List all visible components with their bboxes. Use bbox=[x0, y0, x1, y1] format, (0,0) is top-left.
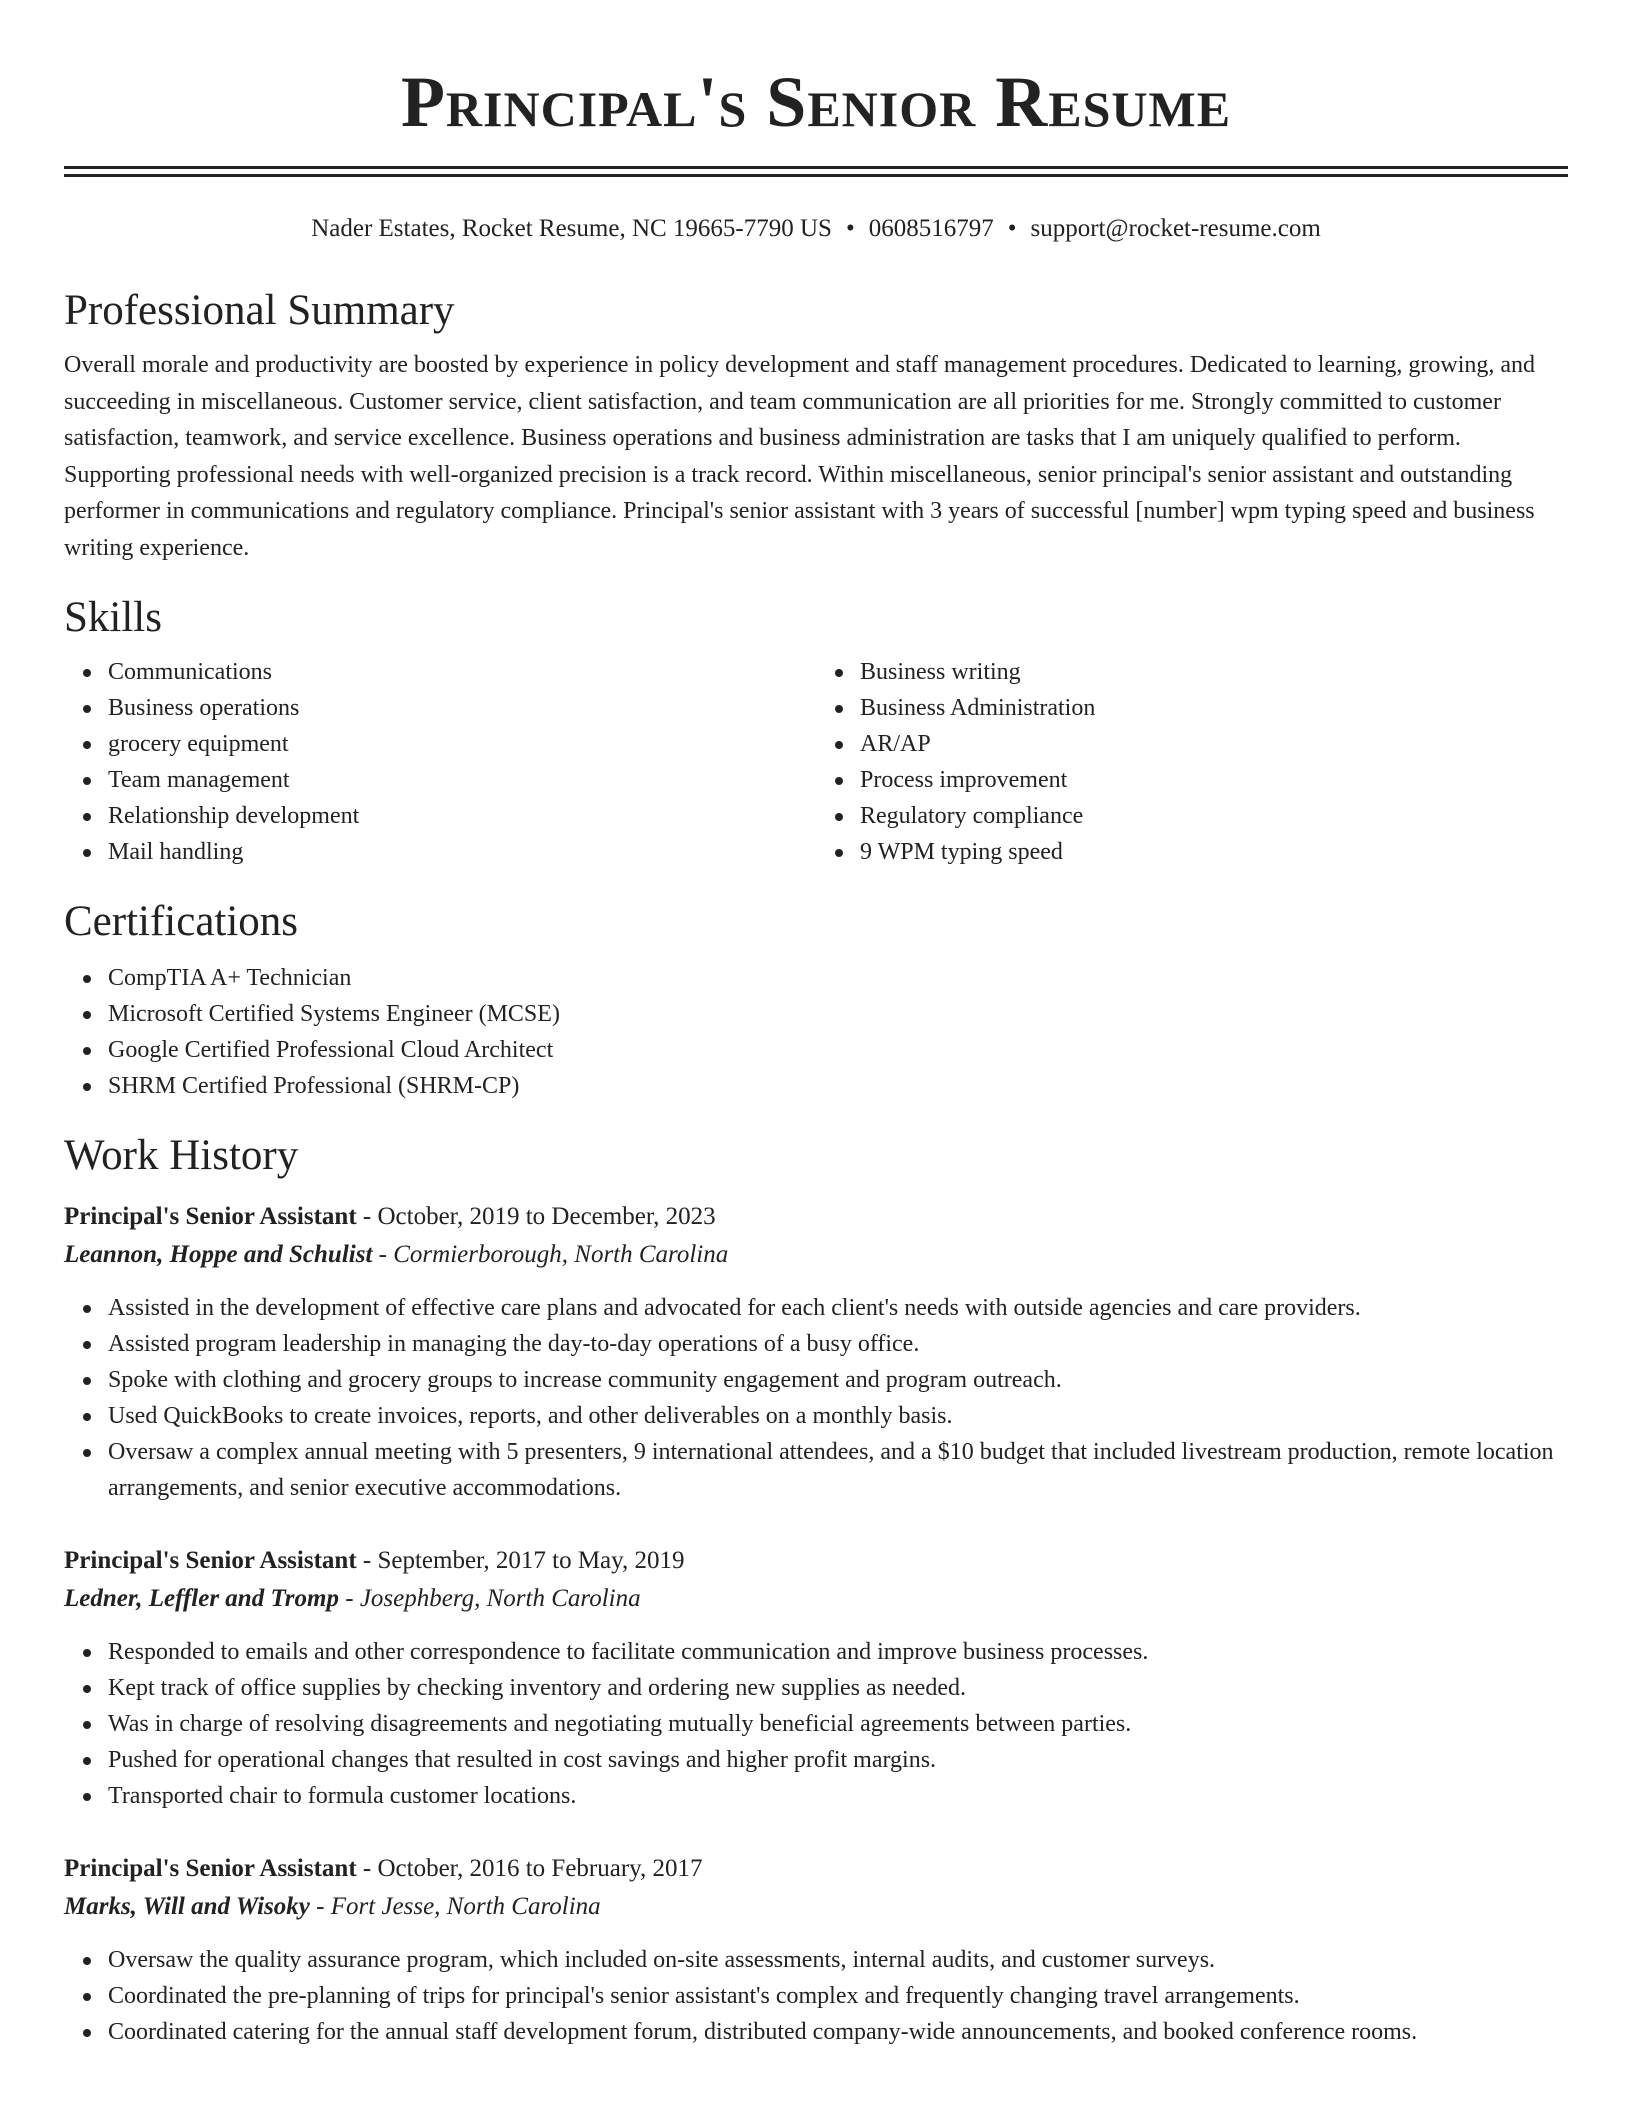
job-bullet: Assisted in the development of effective care plans and advocated for each client's needs with outside agencies and care providers. bbox=[108, 1290, 1568, 1326]
certifications-heading: Certifications bbox=[64, 898, 299, 945]
job-dates: October, 2019 to December, 2023 bbox=[377, 1203, 716, 1230]
skill-item: Communications bbox=[108, 654, 816, 690]
job-title-line bbox=[64, 1850, 1568, 1888]
skill-item: Business operations bbox=[108, 690, 816, 726]
certification-item: Microsoft Certified Systems Engineer (MCSE) bbox=[108, 996, 1568, 1032]
job-company: Leannon, Hoppe and Schulist bbox=[64, 1241, 373, 1268]
job-title-line bbox=[64, 1542, 1568, 1580]
skills-list-right bbox=[816, 654, 1568, 870]
summary-heading: Professional Summary bbox=[64, 287, 455, 334]
skills-list-left bbox=[64, 654, 816, 870]
job-company-line bbox=[64, 1236, 1568, 1274]
contact-separator: • bbox=[1007, 215, 1017, 242]
job-entry bbox=[64, 1198, 1568, 1506]
job-bullets bbox=[64, 1290, 1568, 1506]
job-title-line bbox=[64, 1198, 1568, 1236]
job-location: Fort Jesse, North Carolina bbox=[330, 1893, 601, 1920]
job-entry bbox=[64, 1542, 1568, 1814]
skill-item: Business Administration bbox=[860, 690, 1568, 726]
job-bullets bbox=[64, 1634, 1568, 1814]
job-location: Josephberg, North Carolina bbox=[359, 1585, 641, 1612]
job-location: Cormierborough, North Carolina bbox=[393, 1241, 729, 1268]
job-dates: September, 2017 to May, 2019 bbox=[377, 1547, 685, 1574]
certification-item: SHRM Certified Professional (SHRM-CP) bbox=[108, 1068, 1568, 1104]
skill-item: Regulatory compliance bbox=[860, 798, 1568, 834]
job-title: Principal's Senior Assistant bbox=[64, 1203, 357, 1230]
job-company: Marks, Will and Wisoky bbox=[64, 1893, 310, 1920]
job-title: Principal's Senior Assistant bbox=[64, 1855, 357, 1882]
work-history-heading: Work History bbox=[64, 1132, 299, 1179]
job-bullet: Oversaw a complex annual meeting with 5 presenters, 9 international attendees, and a $10 budget that included livestream production, remote location arrangements, and senior executive accommodations. bbox=[108, 1434, 1568, 1506]
job-title: Principal's Senior Assistant bbox=[64, 1547, 357, 1574]
contact-line bbox=[64, 211, 1568, 247]
skill-item: 9 WPM typing speed bbox=[860, 834, 1568, 870]
contact-separator: • bbox=[845, 215, 855, 242]
skill-item: AR/AP bbox=[860, 726, 1568, 762]
skill-item: Process improvement bbox=[860, 762, 1568, 798]
skill-item: Team management bbox=[108, 762, 816, 798]
job-bullet: Transported chair to formula customer locations. bbox=[108, 1778, 1568, 1814]
job-bullet: Was in charge of resolving disagreements and negotiating mutually beneficial agreements between parties. bbox=[108, 1706, 1568, 1742]
job-company: Ledner, Leffler and Tromp bbox=[64, 1585, 339, 1612]
job-bullet: Responded to emails and other correspondence to facilitate communication and improve business processes. bbox=[108, 1634, 1568, 1670]
skill-item: Mail handling bbox=[108, 834, 816, 870]
job-dash: - bbox=[309, 1893, 331, 1920]
job-bullet: Oversaw the quality assurance program, which included on-site assessments, internal audits, and customer surveys. bbox=[108, 1942, 1568, 1978]
job-dash: - bbox=[356, 1203, 378, 1230]
contact-phone: 0608516797 bbox=[868, 215, 994, 242]
job-bullet: Pushed for operational changes that resulted in cost savings and higher profit margins. bbox=[108, 1742, 1568, 1778]
job-dash: - bbox=[356, 1855, 378, 1882]
skill-item: Business writing bbox=[860, 654, 1568, 690]
job-bullet: Coordinated catering for the annual staff development forum, distributed company-wide announcements, and booked conference rooms. bbox=[108, 2014, 1568, 2050]
skills-heading: Skills bbox=[64, 594, 162, 641]
job-bullet: Used QuickBooks to create invoices, reports, and other deliverables on a monthly basis. bbox=[108, 1398, 1568, 1434]
job-company-line bbox=[64, 1888, 1568, 1926]
job-bullet: Spoke with clothing and grocery groups to increase community engagement and program outreach. bbox=[108, 1362, 1568, 1398]
job-dates: October, 2016 to February, 2017 bbox=[377, 1855, 703, 1882]
job-dash: - bbox=[372, 1241, 394, 1268]
title-double-rule bbox=[64, 166, 1568, 177]
summary-text: Overall morale and productivity are boosted by experience in policy development and staff management procedures. Dedicated to learning, growing, and succeeding in miscellaneous. Customer service, client satisfaction, and team communication are all priorities for me. Strongly committed to customer satisfaction, teamwork, and service excellence. Business operations and business administration are tasks that I am uniquely qualified to perform. Supporting professional needs with well-organized precision is a track record. Within miscellaneous, senior principal's senior assistant and outstanding performer in communications and regulatory compliance. Principal's senior assistant with 3 years of successful [number] wpm typing speed and business writing experience. bbox=[64, 352, 1536, 561]
skill-item: grocery equipment bbox=[108, 726, 816, 762]
job-bullet: Assisted program leadership in managing the day-to-day operations of a busy office. bbox=[108, 1326, 1568, 1362]
resume-title: Principal's Senior Resume bbox=[400, 62, 1232, 142]
job-bullet: Coordinated the pre-planning of trips for principal's senior assistant's complex and frequently changing travel arrangements. bbox=[108, 1978, 1568, 2014]
certifications-list bbox=[64, 960, 1568, 1104]
contact-address: Nader Estates, Rocket Resume, NC 19665-7790 US bbox=[311, 215, 832, 242]
skill-item: Relationship development bbox=[108, 798, 816, 834]
certification-item: CompTIA A+ Technician bbox=[108, 960, 1568, 996]
job-company-line bbox=[64, 1580, 1568, 1618]
job-dash: - bbox=[338, 1585, 360, 1612]
job-bullets bbox=[64, 1942, 1568, 2050]
job-dash: - bbox=[356, 1547, 378, 1574]
certification-item: Google Certified Professional Cloud Architect bbox=[108, 1032, 1568, 1068]
job-bullet: Kept track of office supplies by checking inventory and ordering new supplies as needed. bbox=[108, 1670, 1568, 1706]
job-entry bbox=[64, 1850, 1568, 2050]
skills-columns bbox=[64, 654, 1568, 870]
contact-email[interactable]: support@rocket-resume.com bbox=[1030, 215, 1321, 242]
